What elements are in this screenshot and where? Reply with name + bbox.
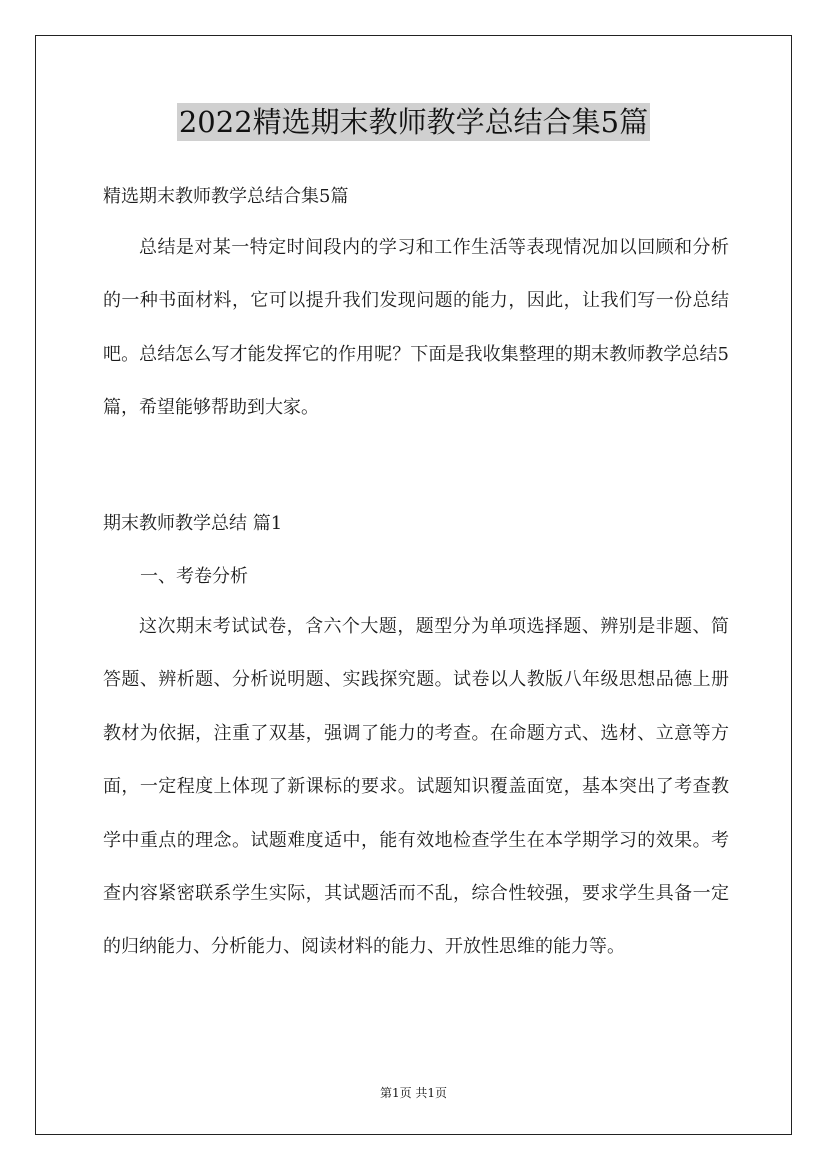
- analysis-paragraph: 这次期末考试试卷，含六个大题，题型分为单项选择题、辨别是非题、简答题、辨析题、分析说明题、实践探究题。试卷以人教版八年级思想品德上册教材为依据，注重了双基，强调了能力的考查。在命题方式、选材、立意等方面，一定程度上体现了新课标的要求。试题知识覆盖面宽，基本突出了考查教学中重点的理念。试题难度适中，能有效地检查学生在本学期学习的效果。考查内容紧密联系学生实际，其试题活而不乱，综合性较强，要求学生具备一定的归纳能力、分析能力、阅读材料的能力、开放性思维的能力等。: [103, 616, 729, 958]
- section-heading: 期末教师教学总结 篇1: [103, 513, 283, 534]
- intro-paragraph: 总结是对某一特定时间段内的学习和工作生活等表现情况加以回顾和分析的一种书面材料，它可以提升我们发现问题的能力，因此，让我们写一份总结吧。总结怎么写才能发挥它的作用呢？下面是我收集整理的期末教师教学总结5篇，希望能够帮助到大家。: [103, 237, 729, 419]
- document-title: 2022精选期末教师教学总结合集5篇: [178, 105, 649, 139]
- subsection-heading: 一、考卷分析: [140, 566, 248, 587]
- document-subtitle: 精选期末教师教学总结合集5篇: [103, 186, 349, 207]
- title-container: [0, 103, 827, 141]
- page-footer: 第1页 共1页: [379, 1086, 448, 1100]
